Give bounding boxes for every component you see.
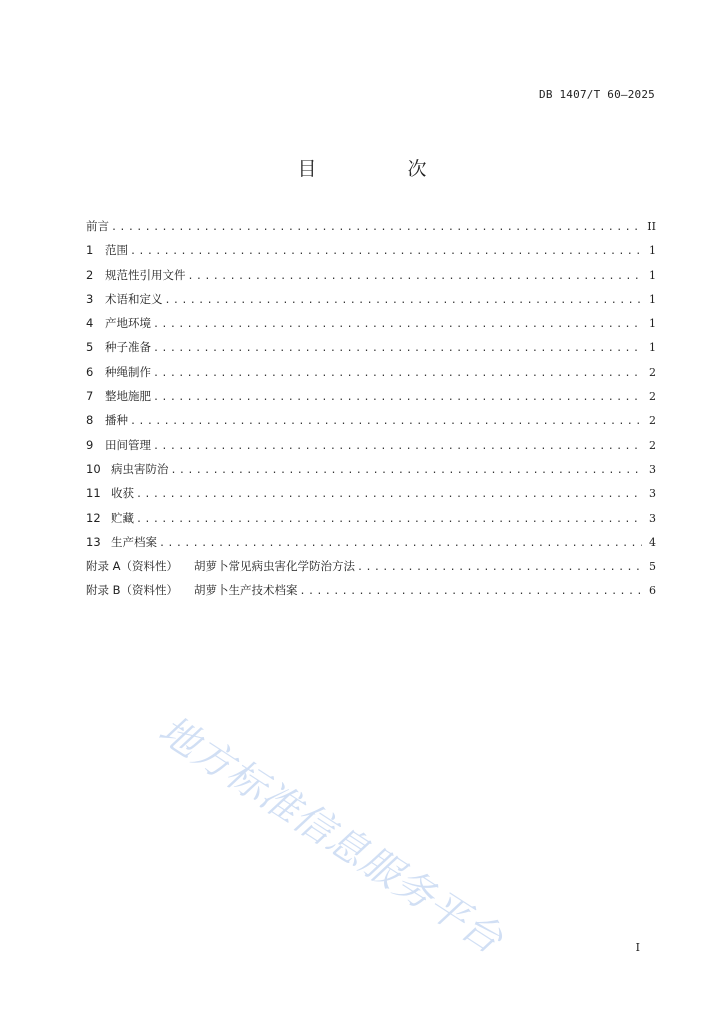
toc-entry-page: 1 — [649, 317, 656, 331]
toc-entry-label — [86, 267, 186, 283]
toc-entry-title: 种绳制作 — [105, 364, 151, 379]
toc-leader-dots — [357, 562, 642, 573]
toc-entry[interactable] — [86, 242, 656, 266]
toc-leader-dots — [165, 295, 643, 306]
toc-entry-page: 1 — [649, 268, 656, 282]
toc-leader-dots — [300, 586, 642, 597]
toc-entry[interactable] — [86, 315, 656, 339]
toc-entry-label — [86, 315, 151, 331]
toc-entry[interactable] — [86, 558, 656, 582]
page-title: 目 次 — [297, 158, 463, 180]
toc-entry-label — [86, 242, 128, 258]
toc-entry[interactable] — [86, 582, 656, 606]
toc-entry-label — [86, 437, 151, 453]
toc-entry-number: 12 — [86, 510, 101, 525]
toc-entry-number: 13 — [86, 534, 101, 549]
toc-entry-label — [86, 534, 157, 550]
toc-entry-number: 3 — [86, 291, 94, 306]
toc-entry[interactable] — [86, 388, 656, 412]
toc-entry[interactable] — [86, 291, 656, 315]
toc-entry-page: 2 — [649, 390, 656, 404]
toc-entry-title: 术语和定义 — [105, 291, 163, 306]
toc-leader-dots — [153, 319, 642, 330]
toc-entry-number: 7 — [86, 389, 94, 404]
toc-entry-label — [86, 364, 151, 380]
toc-leader-dots — [153, 368, 642, 379]
toc-entry-label — [86, 412, 128, 428]
toc-leader-dots — [153, 343, 642, 354]
toc-entry[interactable] — [86, 339, 656, 363]
toc-entry-label — [86, 291, 163, 307]
toc-entry-title: 生产档案 — [111, 534, 157, 549]
toc-entry-title: 范围 — [105, 243, 128, 258]
toc-entry-number: 4 — [86, 316, 94, 331]
toc-entry[interactable] — [86, 510, 656, 534]
toc-entry-number: 8 — [86, 413, 94, 428]
toc-entry-page: 1 — [649, 244, 656, 258]
toc-entry-number: 6 — [86, 364, 94, 379]
toc-entry-title: 收获 — [111, 486, 134, 501]
toc-entry-number: 11 — [86, 486, 101, 501]
toc-entry-number: 5 — [86, 340, 94, 355]
toc-entry[interactable] — [86, 412, 656, 436]
toc-entry-page: II — [647, 220, 656, 233]
toc-entry-title: 播种 — [105, 413, 128, 428]
toc-leader-dots — [111, 222, 642, 233]
toc-entry-subtitle: 胡萝卜常见病虫害化学防治方法 — [194, 559, 356, 574]
toc-entry-title: 整地施肥 — [105, 389, 151, 404]
toc-leader-dots — [153, 392, 642, 403]
toc-entry[interactable] — [86, 437, 656, 461]
toc-leader-dots — [171, 465, 643, 476]
toc-entry[interactable] — [86, 267, 656, 291]
toc-entry-page: 3 — [649, 462, 656, 476]
toc-entry-page: 6 — [649, 584, 656, 598]
toc-entry-page: 3 — [649, 511, 656, 525]
toc-leader-dots — [136, 489, 642, 500]
toc-entry-page: 2 — [649, 438, 656, 452]
toc-entry-label — [86, 218, 109, 234]
toc-leader-dots — [130, 416, 642, 427]
toc-entry-label — [86, 461, 169, 477]
toc-entry-title: 规范性引用文件 — [105, 267, 186, 282]
toc-entry[interactable] — [86, 461, 656, 485]
toc-entry-page: 2 — [649, 365, 656, 379]
toc-entry[interactable] — [86, 534, 656, 558]
toc-entry-number: 9 — [86, 437, 94, 452]
toc-entry-label — [86, 388, 151, 404]
toc-entry-page: 1 — [649, 341, 656, 355]
toc-entry[interactable] — [86, 485, 656, 509]
doc-code: DB 1407/T 60—2025 — [539, 88, 655, 101]
toc-entry-number: 10 — [86, 461, 101, 476]
toc-entry-label — [86, 582, 298, 598]
toc-entry-subtitle: 胡萝卜生产技术档案 — [194, 583, 298, 598]
toc-entry-page: 2 — [649, 414, 656, 428]
toc-entry-label — [86, 485, 134, 501]
toc-leader-dots — [159, 538, 642, 549]
toc-entry[interactable] — [86, 218, 656, 242]
toc-entry-number: 2 — [86, 267, 94, 282]
toc-entry-page: 1 — [649, 292, 656, 306]
toc-entry-title: 病虫害防治 — [111, 461, 169, 476]
toc-entry[interactable] — [86, 364, 656, 388]
toc-leader-dots — [188, 271, 643, 282]
toc-entry-page: 4 — [649, 535, 656, 549]
toc-leader-dots — [130, 246, 642, 257]
toc-entry-label — [86, 339, 151, 355]
toc-entry-title: 附录 A（资料性） — [86, 559, 179, 574]
toc-entry-label — [86, 510, 134, 526]
toc-entry-title: 附录 B（资料性） — [86, 583, 179, 598]
toc-leader-dots — [136, 514, 642, 525]
toc-entry-label — [86, 558, 355, 574]
toc-entry-page: 3 — [649, 487, 656, 501]
toc-entry-title: 田间管理 — [105, 437, 151, 452]
table-of-contents — [86, 218, 656, 607]
toc-entry-number: 1 — [86, 243, 94, 258]
page-number: I — [635, 941, 640, 954]
toc-entry-title: 产地环境 — [105, 316, 151, 331]
toc-leader-dots — [153, 441, 642, 452]
toc-entry-page: 5 — [649, 560, 656, 574]
toc-entry-title: 种子准备 — [105, 340, 151, 355]
toc-entry-title: 贮藏 — [111, 510, 134, 525]
watermark: 地方标准信息服务平台 — [150, 707, 511, 964]
toc-entry-title: 前言 — [86, 219, 109, 233]
